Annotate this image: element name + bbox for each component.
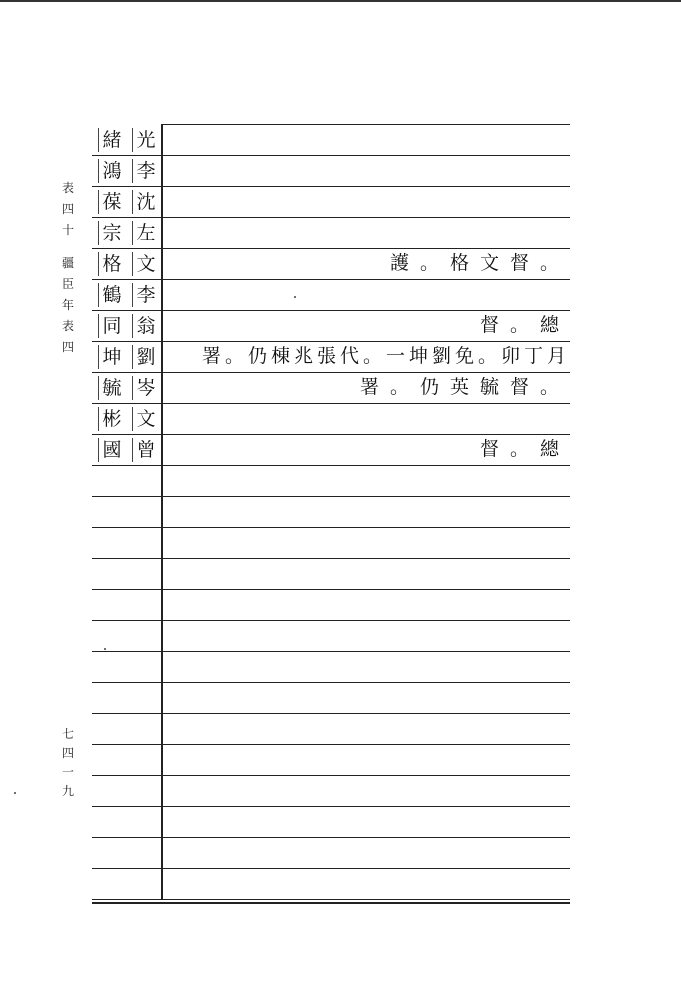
margin-page-number xyxy=(60,725,76,801)
name-char: 彬 xyxy=(98,407,125,431)
name-row xyxy=(92,217,160,248)
table-rule xyxy=(92,899,570,900)
name-char: 國 xyxy=(98,438,125,462)
margin-char: 年 xyxy=(61,298,74,312)
entry-row xyxy=(165,155,570,186)
name-char: 左 xyxy=(132,221,159,245)
name-char: 翁 xyxy=(132,314,159,338)
entry-text: 署。仍英毓督。 xyxy=(359,376,570,398)
name-char: 坤 xyxy=(98,345,125,369)
entry-row xyxy=(165,248,570,279)
speck xyxy=(14,792,16,794)
name-char: 岑 xyxy=(132,376,159,400)
name-row xyxy=(92,186,160,217)
table-rule xyxy=(92,558,570,559)
table-rule xyxy=(92,527,570,528)
entry-row xyxy=(165,310,570,341)
name-char: 文 xyxy=(132,252,159,276)
name-char: 李 xyxy=(132,159,159,183)
entry-row xyxy=(165,403,570,434)
entry-text: 護。格文督。 xyxy=(389,252,570,274)
name-char: 沈 xyxy=(132,190,159,214)
name-row xyxy=(92,403,160,434)
table-rule xyxy=(92,775,570,776)
margin-char: 四 xyxy=(61,202,74,216)
table-rule xyxy=(92,806,570,807)
speck xyxy=(104,648,106,650)
margin-char: 四 xyxy=(61,340,74,354)
table-rule xyxy=(92,744,570,745)
name-row xyxy=(92,279,160,310)
table-rule xyxy=(92,713,570,714)
table-rule xyxy=(92,868,570,869)
name-column xyxy=(92,124,160,465)
table-rule xyxy=(92,496,570,497)
margin-char: 表 xyxy=(61,181,74,195)
page-number-char: 一 xyxy=(61,765,74,779)
entry-row xyxy=(165,372,570,403)
name-char: 劉 xyxy=(132,345,159,369)
name-char: 曾 xyxy=(132,438,159,462)
name-char: 光 xyxy=(132,128,159,152)
page-number-char: 七 xyxy=(61,727,74,741)
name-row xyxy=(92,372,160,403)
name-row xyxy=(92,310,160,341)
entry-row xyxy=(165,434,570,465)
table-column-divider xyxy=(161,124,163,900)
name-char: 鶴 xyxy=(98,283,125,307)
table-rule xyxy=(92,837,570,838)
page-number-char: 四 xyxy=(61,746,74,760)
table-bottom-rule xyxy=(92,902,570,904)
name-char: 葆 xyxy=(98,190,125,214)
entry-row xyxy=(165,341,570,372)
entry-row xyxy=(165,124,570,155)
name-char: 毓 xyxy=(98,376,125,400)
name-char: 李 xyxy=(132,283,159,307)
name-char: 文 xyxy=(132,407,159,431)
margin-char: 臣 xyxy=(61,277,74,291)
table-rule xyxy=(92,682,570,683)
table-rule xyxy=(92,620,570,621)
table-rule xyxy=(92,589,570,590)
margin-char: 疆 xyxy=(61,256,74,270)
name-char: 宗 xyxy=(98,221,125,245)
page-top-border xyxy=(0,0,681,2)
name-row xyxy=(92,341,160,372)
entry-row xyxy=(165,186,570,217)
name-row xyxy=(92,248,160,279)
margin-char: 表 xyxy=(61,319,74,333)
entry-text: 督。總 xyxy=(479,438,570,460)
name-char: 同 xyxy=(98,314,125,338)
name-row xyxy=(92,124,160,155)
name-row xyxy=(92,155,160,186)
name-row xyxy=(92,434,160,465)
name-char: 緒 xyxy=(98,128,125,152)
page-number-char: 九 xyxy=(61,784,74,798)
name-char: 鴻 xyxy=(98,159,125,183)
entry-text: 督。總 xyxy=(479,314,570,336)
table-rule xyxy=(92,651,570,652)
entry-row xyxy=(165,217,570,248)
name-char: 格 xyxy=(98,252,125,276)
margin-table-title xyxy=(60,178,76,358)
speck xyxy=(294,296,296,298)
table-rule xyxy=(92,465,570,466)
margin-char: 十 xyxy=(61,223,74,237)
entry-row xyxy=(165,279,570,310)
entry-text: 署。仍棟兆張代。一坤劉免。卯丁月 xyxy=(201,345,570,367)
entry-column xyxy=(165,124,570,465)
